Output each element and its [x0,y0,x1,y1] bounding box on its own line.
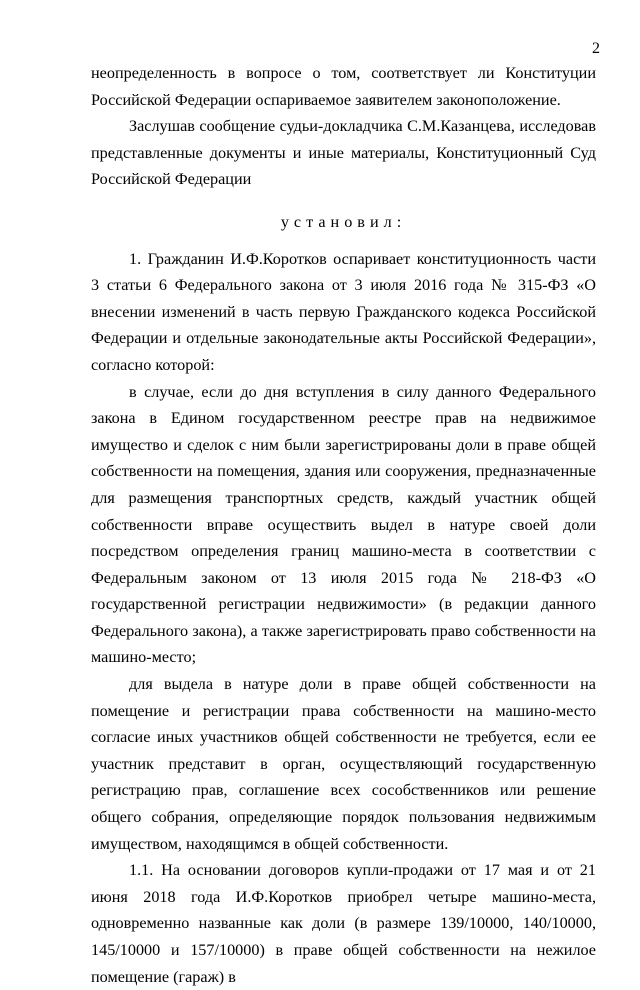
paragraph-quoted-law-2: для выдела в натуре доли в праве общей собственности на помещение и регистрации права собственности на машино-место согласие иных участников общей собственности не требуется, если ее участник представит в орган, осуществляющий государственную регистрацию прав, соглашение всех сособственников или решение общего собрания, определяющие порядок пользования недвижимым имуществом, находящимся в общей собственности. [91,675,596,853]
section-heading: установил: [280,212,407,231]
page-number: 2 [592,40,600,57]
paragraph-quoted-law-1: в случае, если до дня вступления в силу данного Федерального закона в Едином государственном реестре прав на недвижимое имущество и сделок с ним были зарегистрированы доли в праве общей собственности на помещения, здания или сооружения, предназначенные для размещения транспортных средств, каждый участник общей собственности вправе осуществить выдел в натуре своей доли посредством определения границ машино-места в соответствии с Федеральным законом от 13 июля 2015 года № 218-ФЗ «О государственной регистрации недвижимости» (в редакции данного Федерального закона), а также зарегистрировать право собственности на машино-место; [91,382,596,667]
paragraph-claim: 1. Гражданин И.Ф.Коротков оспаривает конституционность части 3 статьи 6 Федерального закона от 3 июля 2016 года № 315-ФЗ «О внесении изменений в часть первую Гражданского кодекса Российской Федерации и отдельные законодательные акты Российской Федерации», согласно которой: [91,249,596,374]
paragraph-facts: 1.1. На основании договоров купли-продажи от 17 мая и от 21 июня 2018 года И.Ф.Коротков приобрел четыре машино-места, одновременно названные как доли (в размере 139/10000, 140/10000, 145/10000 и 157/10000) в праве общей собственности на нежилое помещение (гараж) в [91,861,596,986]
document-body [91,60,596,990]
paragraph-hearing: Заслушав сообщение судьи-докладчика С.М.Казанцева, исследовав представленные документы и иные материалы, Конституционный Суд Российской Федерации [91,117,596,189]
paragraph-continuation: неопределенность в вопросе о том, соответствует ли Конституции Российской Федерации оспариваемое заявителем законоположение. [91,64,596,109]
